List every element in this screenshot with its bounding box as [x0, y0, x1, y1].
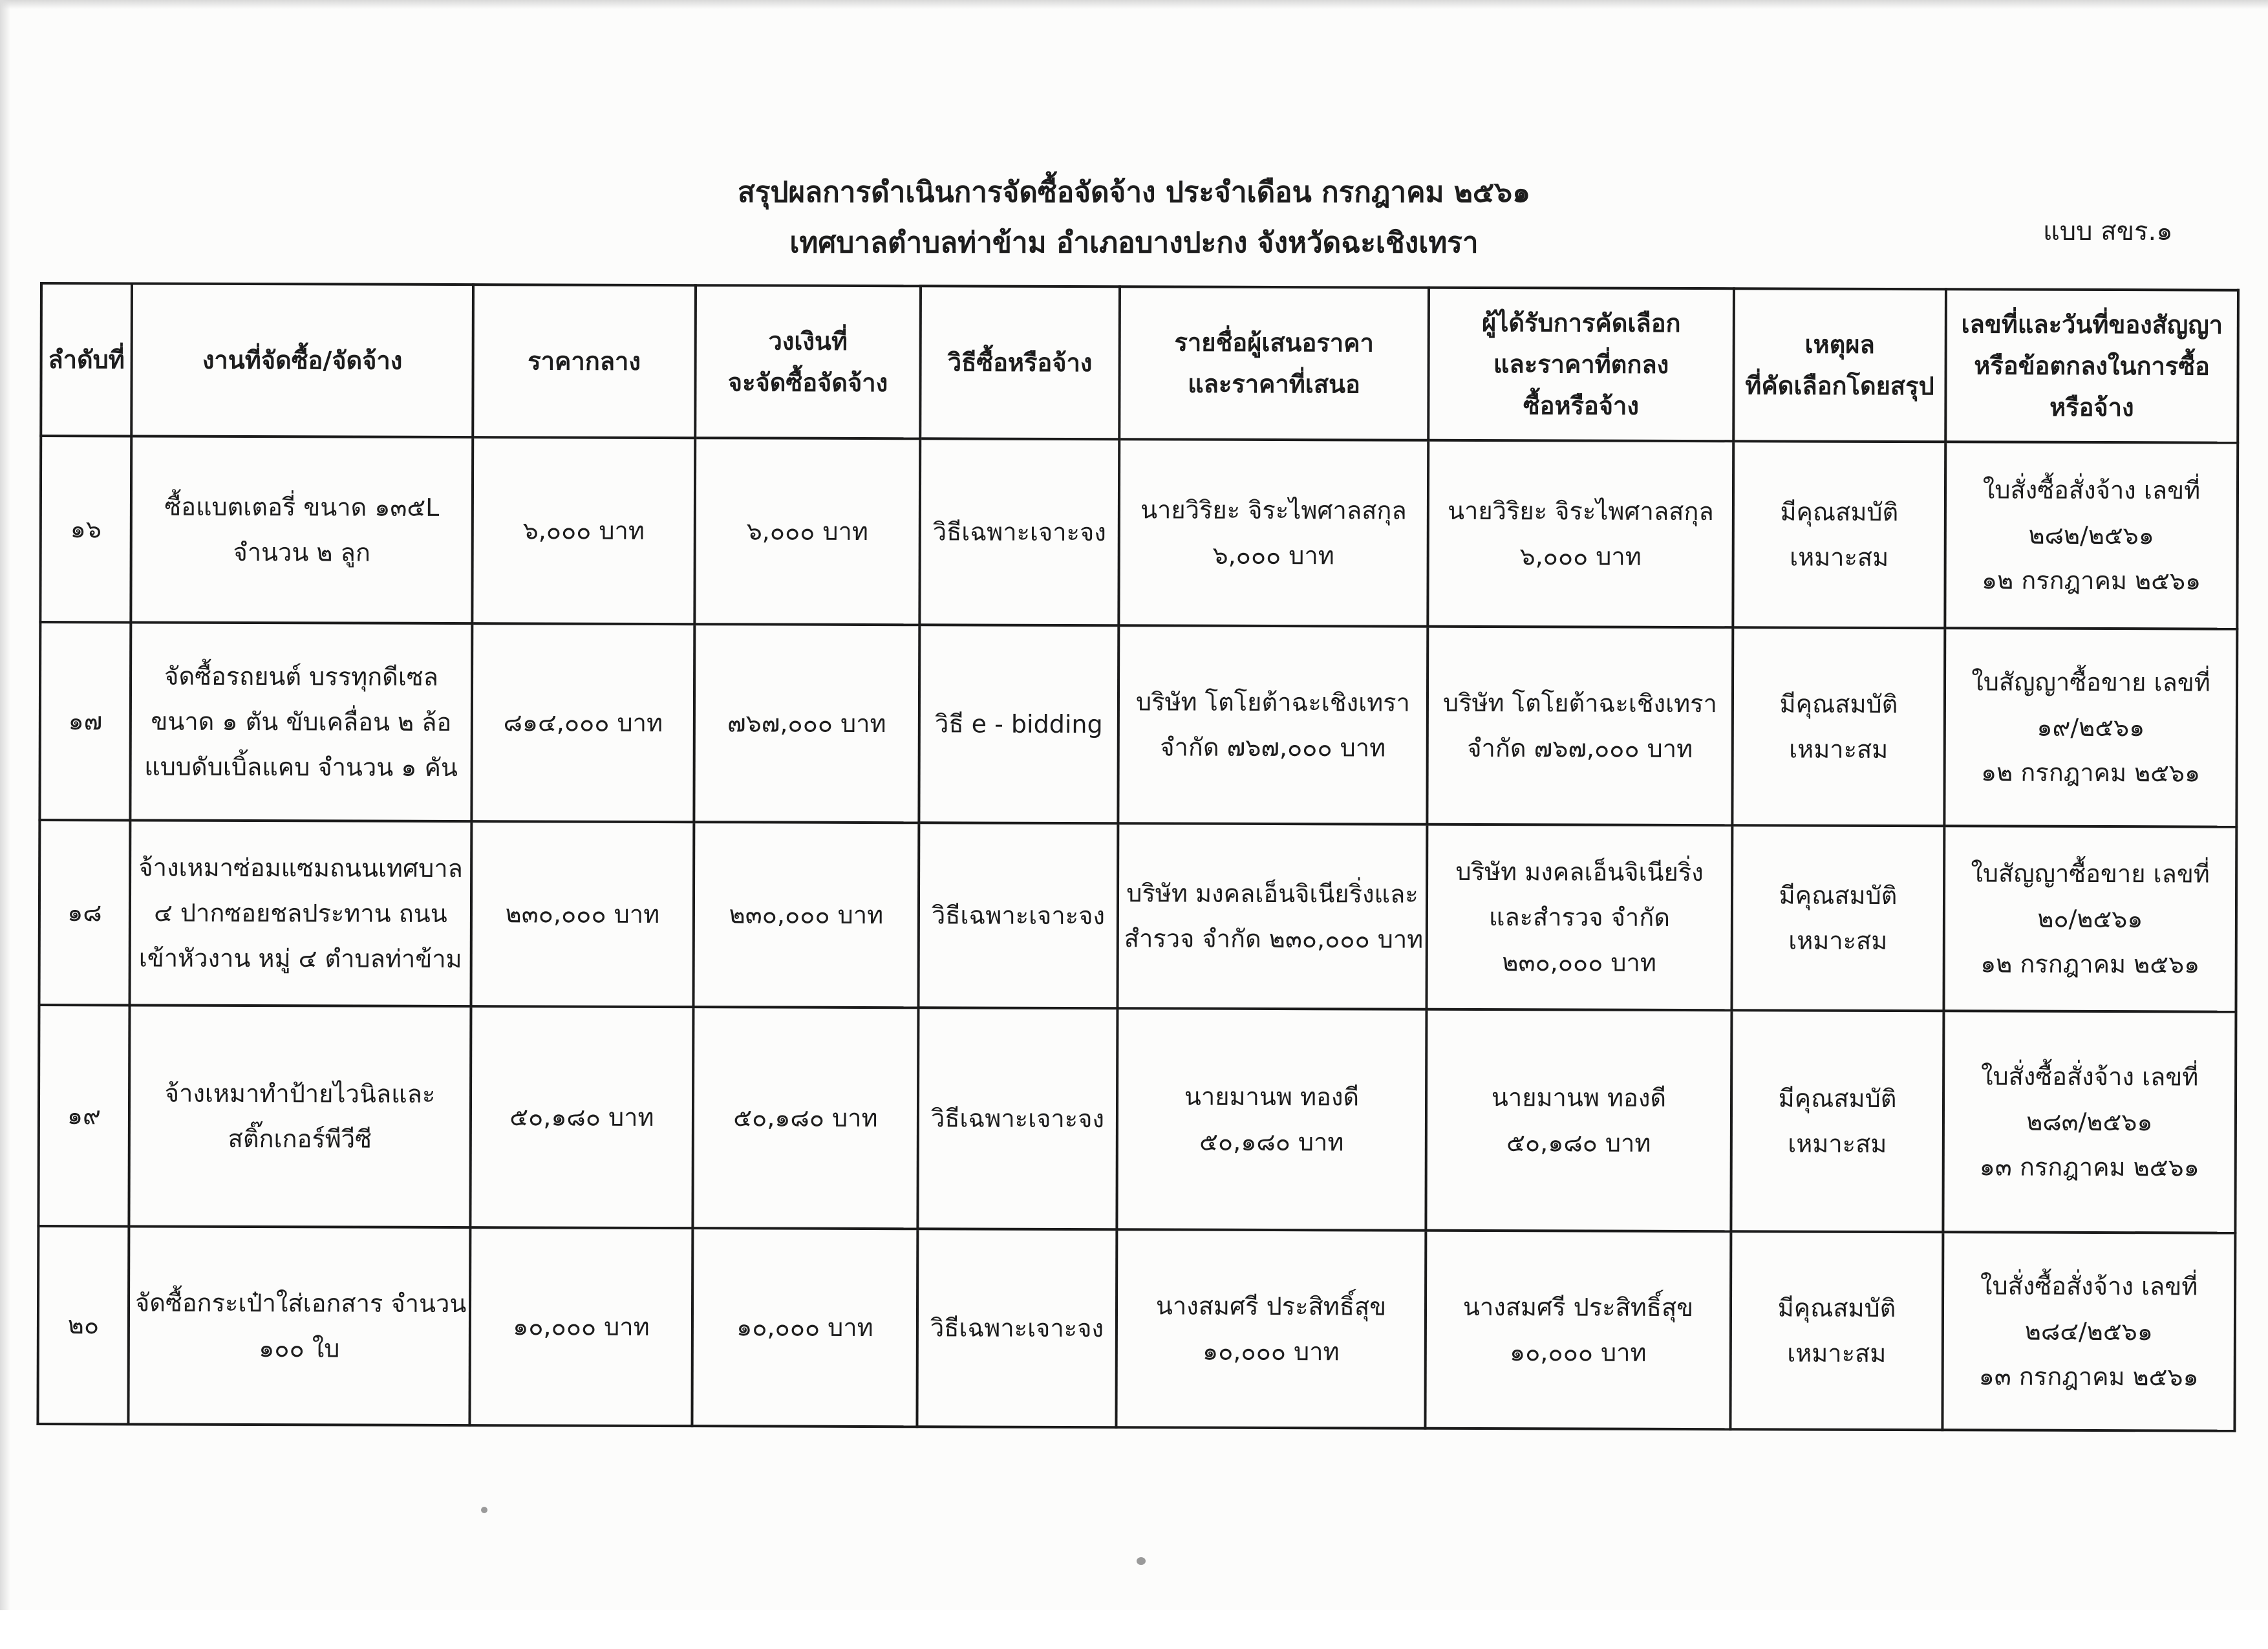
cell-selected: บริษัท มงคลเอ็นจิเนียริ่ง และสำรวจ จำกัด ๒๓๐,๐๐๐ บาท — [1426, 824, 1732, 1010]
scan-edge-bottom — [0, 1610, 2268, 1649]
cell-item: จัดซื้อกระเป๋าใส่เอกสาร จำนวน ๑๐๐ ใบ — [128, 1226, 470, 1425]
cell-reason: มีคุณสมบัติ เหมาะสม — [1733, 441, 1945, 628]
cell-budget: ๗๖๗,๐๐๐ บาท — [694, 624, 919, 823]
cell-median-price: ๕๐,๑๘๐ บาท — [470, 1006, 693, 1228]
cell-method: วิธีเฉพาะเจาะจง — [919, 438, 1119, 625]
header-bidders: รายชื่อผู้เสนอราคา และราคาที่เสนอ — [1119, 286, 1429, 440]
header-contract: เลขที่และวันที่ของสัญญา หรือข้อตกลงในการซื้อ หรือจ้าง — [1945, 289, 2238, 442]
cell-budget: ๑๐,๐๐๐ บาท — [692, 1228, 917, 1427]
scan-speck — [481, 1507, 487, 1513]
cell-method: วิธีเฉพาะเจาะจง — [917, 1229, 1117, 1427]
header-method: วิธีซื้อหรือจ้าง — [920, 286, 1120, 439]
cell-contract: ใบสัญญาซื้อขาย เลขที่ ๒๐/๒๕๖๑ ๑๒ กรกฎาคม ๒๕๖๑ — [1943, 826, 2236, 1011]
cell-contract: ใบสั่งซื้อสั่งจ้าง เลขที่ ๒๘๓/๒๕๖๑ ๑๓ กรกฎาคม ๒๕๖๑ — [1943, 1011, 2236, 1233]
table-row — [37, 1226, 2235, 1431]
form-code: แบบ สขร.๑ — [2043, 217, 2173, 246]
cell-contract: ใบสัญญาซื้อขาย เลขที่ ๑๙/๒๕๖๑ ๑๒ กรกฎาคม ๒๕๖๑ — [1944, 628, 2237, 826]
document-subtitle: เทศบาลตำบลท่าข้าม อำเภอบางปะกง จังหวัดฉะเชิงเทรา — [789, 226, 1479, 259]
header-no: ลำดับที่ — [41, 283, 132, 436]
cell-method: วิธีเฉพาะเจาะจง — [918, 823, 1118, 1008]
cell-no: ๑๙ — [38, 1005, 129, 1226]
scan-speck — [1137, 1557, 1146, 1565]
scan-edge-top — [0, 0, 2268, 9]
header-median-price: ราคากลาง — [473, 285, 696, 438]
cell-budget: ๖,๐๐๐ บาท — [694, 438, 920, 625]
cell-bidders: บริษัท มงคลเอ็นจิเนียริ่งและ สำรวจ จำกัด ๒๓๐,๐๐๐ บาท — [1117, 823, 1427, 1009]
cell-item: จ้างเหมาซ่อมแซมถนนเทศบาล ๔ ปากซอยชลประทาน ถนน เข้าหัวงาน หมู่ ๔ ตำบลท่าข้าม — [129, 820, 471, 1006]
table-row — [40, 436, 2238, 629]
cell-median-price: ๘๑๔,๐๐๐ บาท — [471, 623, 694, 822]
cell-contract: ใบสั่งซื้อสั่งจ้าง เลขที่ ๒๘๔/๒๕๖๑ ๑๓ กรกฎาคม ๒๕๖๑ — [1942, 1232, 2235, 1430]
cell-bidders: บริษัท โตโยต้าฉะเชิงเทรา จำกัด ๗๖๗,๐๐๐ บาท — [1118, 625, 1428, 824]
cell-selected: นางสมศรี ประสิทธิ์สุข ๑๐,๐๐๐ บาท — [1425, 1231, 1731, 1429]
cell-bidders: นางสมศรี ประสิทธิ์สุข ๑๐,๐๐๐ บาท — [1116, 1229, 1426, 1428]
cell-method: วิธีเฉพาะเจาะจง — [917, 1008, 1117, 1229]
header-selected: ผู้ได้รับการคัดเลือก และราคาที่ตกลง ซื้อหรือจ้าง — [1428, 288, 1734, 441]
header-budget: วงเงินที่ จะจัดซื้อจัดจ้าง — [695, 285, 921, 438]
document-title: สรุปผลการดำเนินการจัดซื้อจัดจ้าง ประจำเดือน กรกฎาคม ๒๕๖๑ — [737, 176, 1531, 209]
cell-item: ซื้อแบตเตอรี่ ขนาด ๑๓๕L จำนวน ๒ ลูก — [131, 436, 473, 623]
cell-median-price: ๖,๐๐๐ บาท — [472, 437, 695, 624]
table-row — [39, 820, 2236, 1012]
cell-bidders: นายมานพ ทองดี ๕๐,๑๘๐ บาท — [1117, 1008, 1426, 1231]
table-row — [39, 622, 2237, 827]
cell-bidders: นายวิริยะ จิระไพศาลสกุล ๖,๐๐๐ บาท — [1118, 439, 1428, 627]
cell-no: ๒๐ — [37, 1226, 129, 1424]
cell-median-price: ๑๐,๐๐๐ บาท — [469, 1227, 692, 1426]
cell-selected: บริษัท โตโยต้าฉะเชิงเทรา จำกัด ๗๖๗,๐๐๐ บาท — [1427, 627, 1733, 825]
cell-reason: มีคุณสมบัติ เหมาะสม — [1732, 627, 1945, 826]
cell-item: จัดซื้อรถยนต์ บรรทุกดีเซล ขนาด ๑ ตัน ขับเคลื่อน ๒ ล้อ แบบดับเบิ้ลแคบ จำนวน ๑ คัน — [130, 622, 472, 821]
cell-median-price: ๒๓๐,๐๐๐ บาท — [471, 821, 694, 1007]
cell-no: ๑๖ — [40, 436, 131, 622]
procurement-table — [36, 282, 2240, 1432]
cell-budget: ๕๐,๑๘๐ บาท — [692, 1007, 918, 1229]
cell-no: ๑๗ — [39, 622, 131, 820]
cell-selected: นายวิริยะ จิระไพศาลสกุล ๖,๐๐๐ บาท — [1428, 440, 1733, 627]
cell-item: จ้างเหมาทำป้ายไวนิลและ สติ๊กเกอร์พีวีซี — [129, 1005, 471, 1227]
cell-reason: มีคุณสมบัติ เหมาะสม — [1731, 825, 1944, 1011]
cell-selected: นายมานพ ทองดี ๕๐,๑๘๐ บาท — [1426, 1009, 1731, 1231]
header-row — [41, 283, 2238, 443]
cell-reason: มีคุณสมบัติ เหมาะสม — [1731, 1010, 1943, 1232]
table-row — [38, 1005, 2236, 1233]
cell-no: ๑๘ — [39, 820, 130, 1005]
header-item: งานที่จัดซื้อ/จัดจ้าง — [131, 283, 473, 437]
header-reason: เหตุผล ที่คัดเลือกโดยสรุป — [1733, 288, 1946, 442]
cell-reason: มีคุณสมบัติ เหมาะสม — [1730, 1231, 1943, 1430]
cell-budget: ๒๓๐,๐๐๐ บาท — [693, 822, 919, 1008]
cell-method: วิธี e - bidding — [919, 625, 1118, 823]
cell-contract: ใบสั่งซื้อสั่งจ้าง เลขที่ ๒๘๒/๒๕๖๑ ๑๒ กรกฎาคม ๒๕๖๑ — [1945, 442, 2238, 629]
